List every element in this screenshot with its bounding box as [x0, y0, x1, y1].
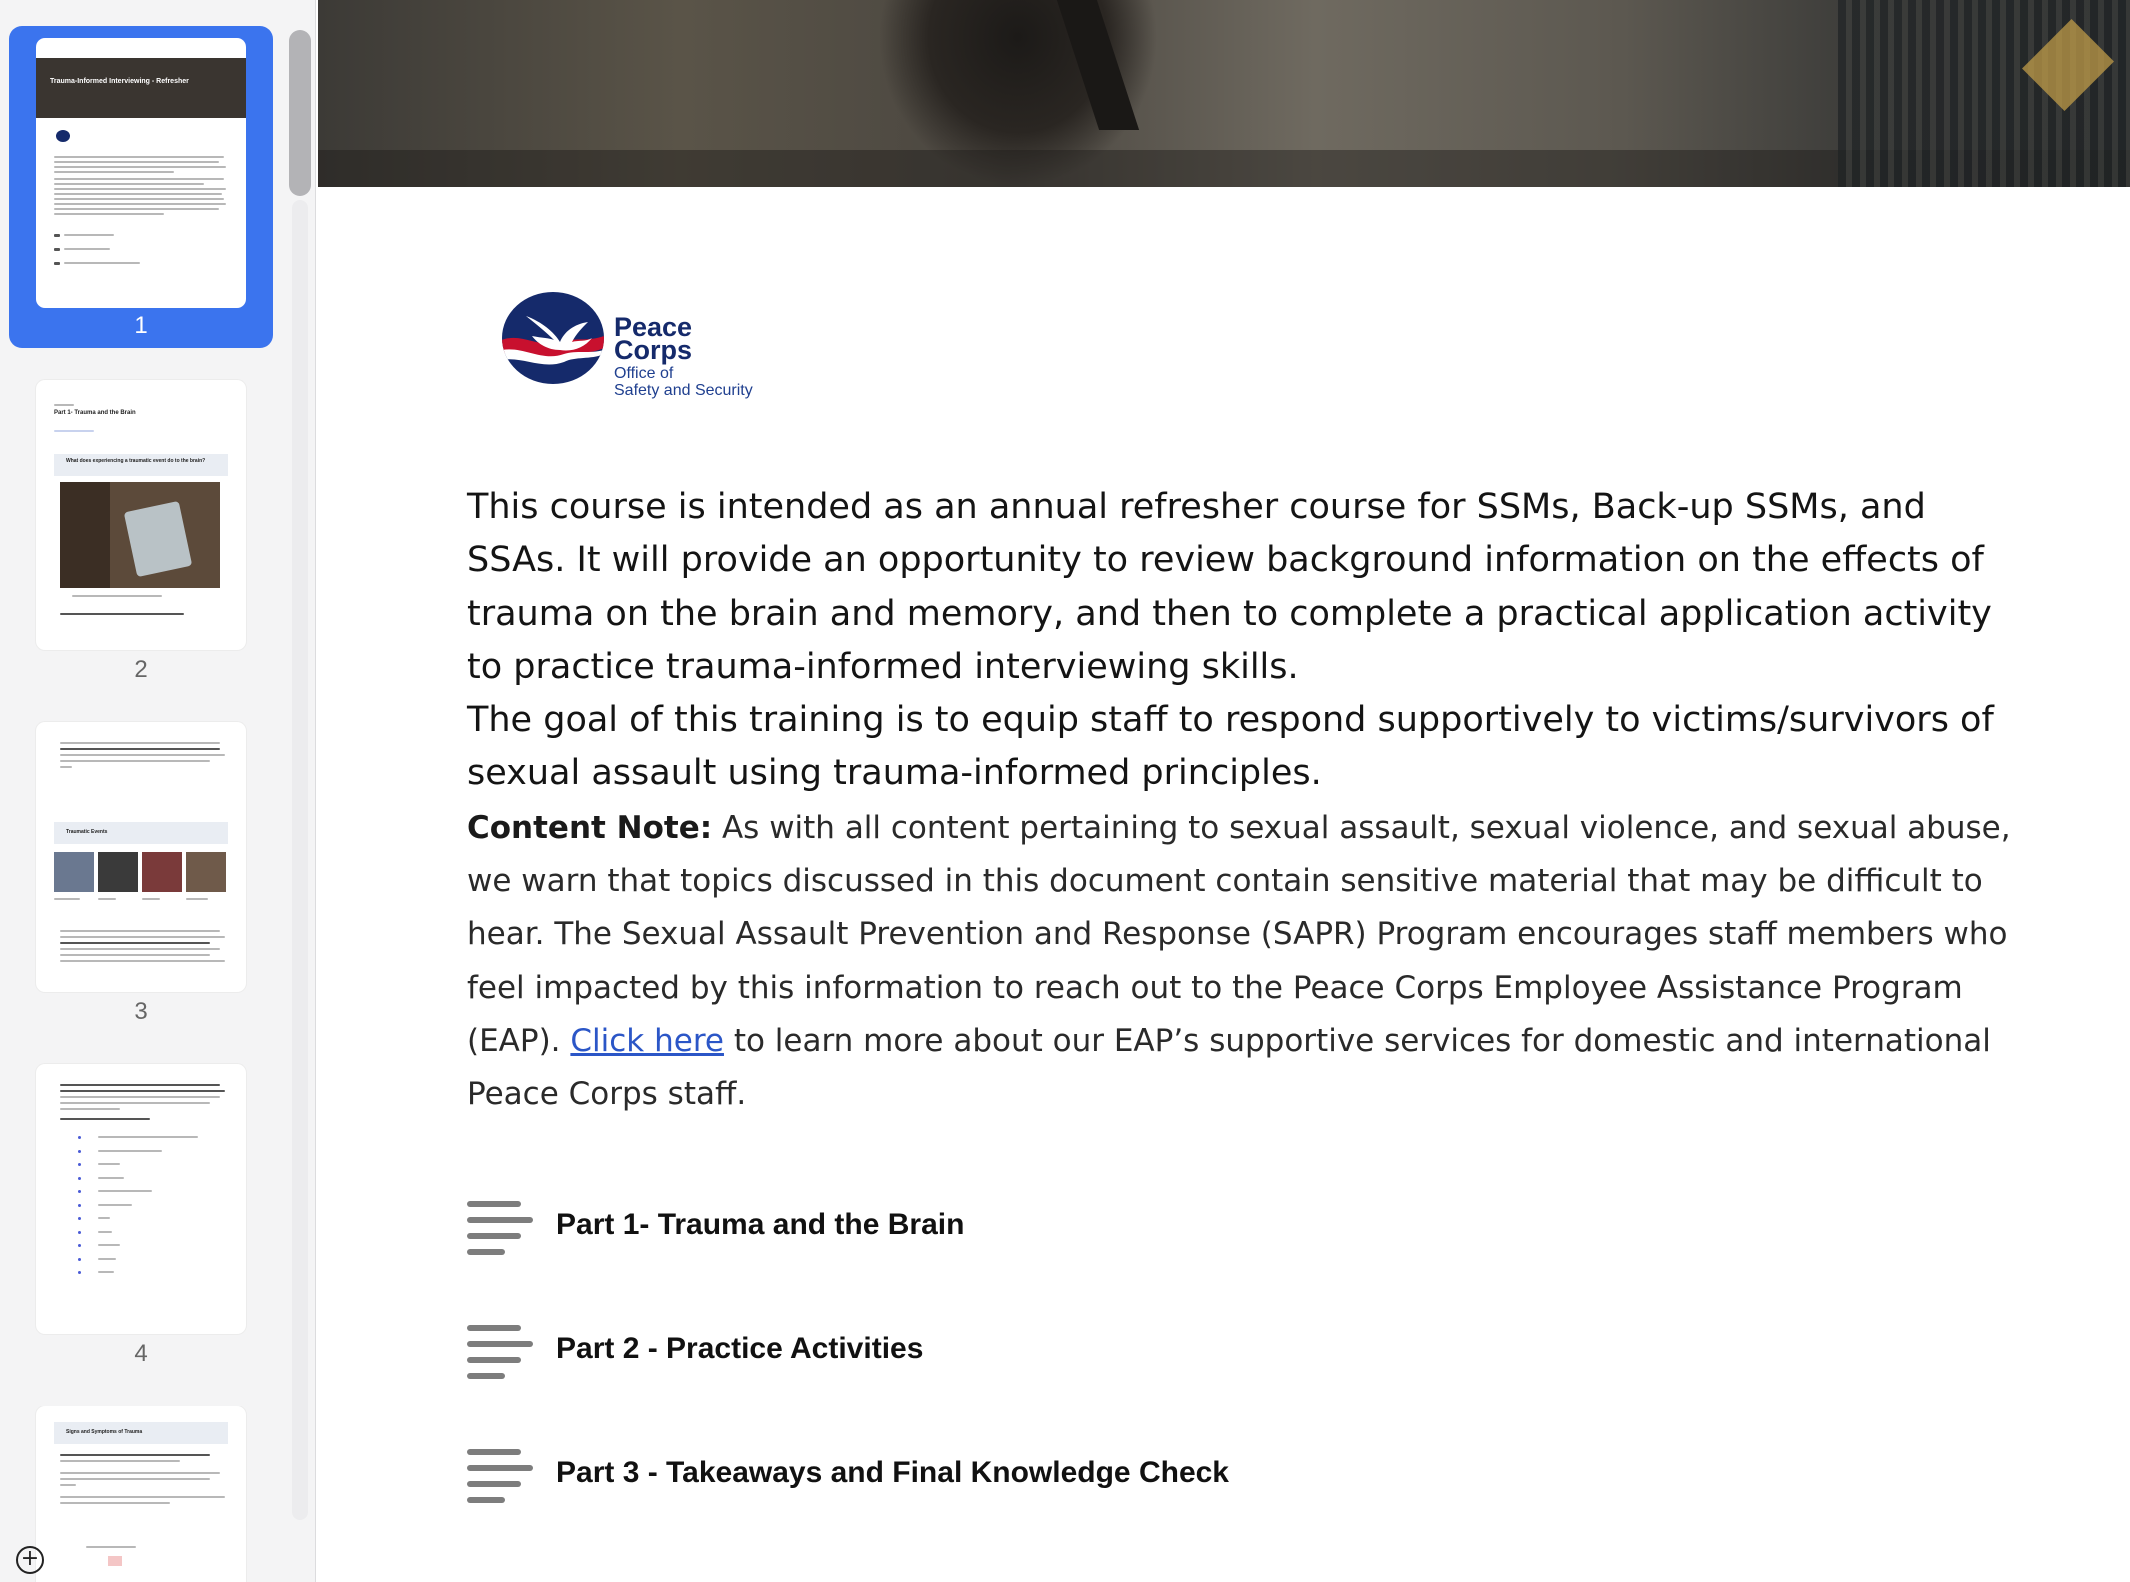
part-1-label: Part 1- Trauma and the Brain [556, 1208, 965, 1241]
content-note-text-end: to learn more about our EAP’s supportive services for domestic and international Peace Corps staff. [467, 1022, 1991, 1113]
logo-subtitle-line1: Office of [614, 365, 674, 382]
content-note-text: As with all content pertaining to sexual assault, sexual violence, and sexual abuse, we warn that topics discussed in this document contain sensitive material that may be difficult to hear. The Sexual Assault Prevention and Response (SAPR) Program encourages staff members who feel impacted by this information to reach out to the Peace Corps Employee Assistance Program (EAP). [467, 810, 2011, 1059]
dove-icon [502, 292, 604, 384]
thumbnail-preview [36, 380, 246, 650]
lines-icon [467, 1325, 533, 1379]
add-page-button[interactable] [16, 1546, 44, 1574]
page-thumbnail-2[interactable] [9, 380, 273, 683]
thumbnail-box-title: Traumatic Events [66, 829, 108, 835]
part-3-link[interactable] [467, 1449, 1367, 1503]
page-thumbnail-3[interactable] [9, 722, 273, 1025]
page-number: 1 [134, 312, 148, 339]
sidebar-scroll-track[interactable] [292, 200, 308, 1520]
part-2-label: Part 2 - Practice Activities [556, 1332, 924, 1365]
sidebar-scrollbar[interactable] [289, 30, 311, 196]
thumbnail-box-title: Signs and Symptoms of Trauma [66, 1429, 143, 1435]
eap-link[interactable]: Click here [570, 1022, 724, 1059]
thumbnail-preview [36, 722, 246, 992]
page-thumbnail-sidebar [0, 0, 316, 1582]
page-thumbnail-4[interactable] [9, 1064, 273, 1367]
thumbnail-photo [60, 482, 220, 588]
part-2-link[interactable] [467, 1325, 1367, 1379]
intro-paragraph: This course is intended as an annual refresher course for SSMs, Back-up SSMs, and SSAs. It will provide an opportunity to review background information on the effects of trauma on the brain and memory, and then to complete a practical application activity to practice trauma-informed interviewing skills. [467, 487, 1992, 687]
thumbnail-box-title: What does experiencing a traumatic event do to the brain? [66, 458, 206, 464]
peace-corps-logo [502, 292, 772, 402]
page-thumbnail-1[interactable] [9, 26, 273, 348]
thumbnail-title: Trauma-Informed Interviewing - Refresher [50, 78, 189, 85]
thumbnail-photo [54, 852, 94, 892]
part-3-label: Part 3 - Takeaways and Final Knowledge Check [556, 1456, 1229, 1489]
content-note [467, 802, 2027, 1121]
thumbnail-photo [186, 852, 226, 892]
goal-paragraph: The goal of this training is to equip staff to respond supportively to victims/survivors of sexual assault using trauma-informed principles. [467, 700, 1994, 794]
thumbnail-title: Part 1- Trauma and the Brain [54, 410, 136, 416]
course-intro [467, 481, 2027, 801]
lines-icon [467, 1449, 533, 1503]
header-photo [318, 0, 2130, 187]
page-number: 3 [134, 998, 148, 1025]
lines-icon [467, 1201, 533, 1255]
thumbnail-logo [56, 130, 70, 142]
page-number: 4 [134, 1340, 148, 1367]
thumbnail-photo [98, 852, 138, 892]
thumbnail-photo [142, 852, 182, 892]
thumbnail-hero [36, 58, 246, 118]
thumbnail-preview [36, 1406, 246, 1582]
logo-word-peace: Peace [614, 312, 693, 342]
content-note-label: Content Note: [467, 810, 713, 846]
page-thumbnail-5[interactable] [9, 1406, 273, 1582]
logo-subtitle-line2: Safety and Security [614, 382, 753, 399]
thumbnail-preview [36, 38, 246, 308]
thumbnail-preview [36, 1064, 246, 1334]
logo-word-corps: Corps [614, 335, 693, 365]
part-1-link[interactable] [467, 1201, 1367, 1255]
plus-circle-icon: + [20, 1546, 40, 1571]
page-number: 2 [134, 656, 148, 683]
